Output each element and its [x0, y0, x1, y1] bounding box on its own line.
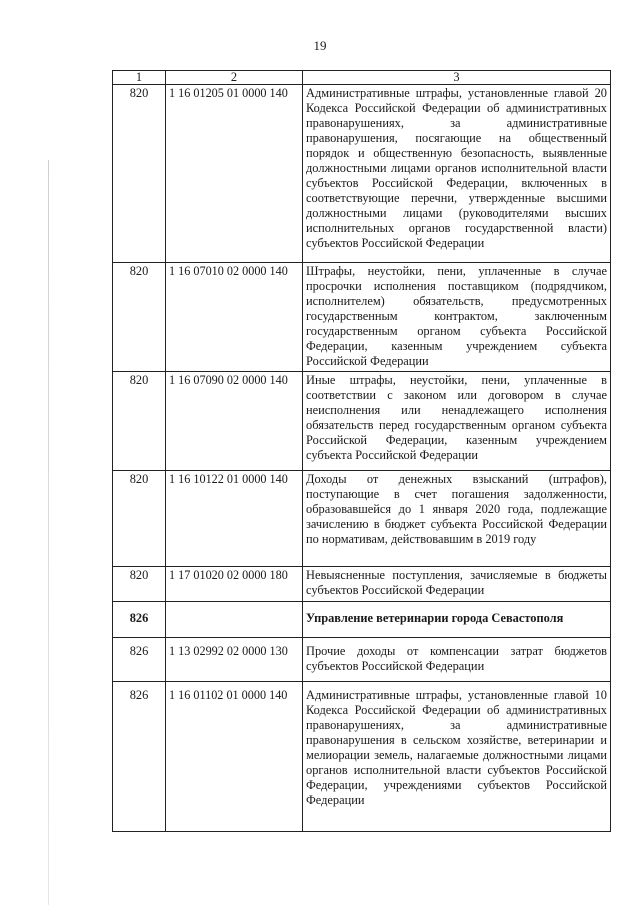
- column-header: 2: [166, 71, 303, 85]
- scan-edge-line: [48, 160, 49, 905]
- revenue-code-cell: 1 17 01020 02 0000 180: [166, 567, 303, 602]
- revenue-code-cell: [166, 602, 303, 638]
- table-row: [113, 682, 611, 832]
- description-cell: Административные штрафы, установленные главой 10 Кодекса Российской Федерации об административных правонарушениях, за административные правонарушения в сельском хозяйстве, ветеринарии и мелиорации земель, налагаемые должностными лицами органов исполнительной власти субъектов Российской Федерации, учреждениями субъектов Российской Федерации: [303, 682, 611, 832]
- description-cell: Доходы от денежных взысканий (штрафов), поступающие в счет погашения задолженности, образовавшейся до 1 января 2020 года, подлежащие зачислению в бюджет субъекта Российской Федерации по нормативам, действовавшим в 2019 году: [303, 471, 611, 567]
- admin-code-cell: 826: [113, 682, 166, 832]
- description-cell: Прочие доходы от компенсации затрат бюджетов субъектов Российской Федерации: [303, 638, 611, 682]
- column-header: 3: [303, 71, 611, 85]
- admin-code-cell: 820: [113, 372, 166, 471]
- description-cell: Штрафы, неустойки, пени, уплаченные в случае просрочки исполнения поставщиком (подрядчиком, исполнителем) обязательств, предусмотренных государственным контрактом, заключенным государственным органом субъекта Российской Федерации, казенным учреждением субъекта Российской Федерации: [303, 263, 611, 372]
- column-header: 1: [113, 71, 166, 85]
- admin-code-cell: 820: [113, 471, 166, 567]
- page-number: 19: [313, 38, 327, 53]
- revenue-code-cell: 1 16 07090 02 0000 140: [166, 372, 303, 471]
- admin-code-cell: 826: [113, 638, 166, 682]
- revenue-codes-table: [112, 70, 611, 832]
- section-title-cell: Управление ветеринарии города Севастополя: [303, 602, 611, 638]
- table-row: [113, 372, 611, 471]
- revenue-code-cell: 1 13 02992 02 0000 130: [166, 638, 303, 682]
- table-row: [113, 471, 611, 567]
- admin-code-cell: 820: [113, 263, 166, 372]
- table-row: [113, 263, 611, 372]
- table-header-row: [113, 71, 611, 85]
- table-row: [113, 567, 611, 602]
- revenue-code-cell: 1 16 07010 02 0000 140: [166, 263, 303, 372]
- revenue-code-cell: 1 16 10122 01 0000 140: [166, 471, 303, 567]
- admin-code-cell: 820: [113, 85, 166, 263]
- description-cell: Административные штрафы, установленные главой 20 Кодекса Российской Федерации об административных правонарушениях, за административные правонарушения, посягающие на общественный порядок и общественную безопасность, выявленные должностными лицами органов исполнительной власти субъектов Российской Федерации, включенных в соответствующие перечни, утвержденные высшими должностными лицами (руководителями высших исполнительных органов государственной власти) субъектов Российской Федерации: [303, 85, 611, 263]
- revenue-code-cell: 1 16 01205 01 0000 140: [166, 85, 303, 263]
- description-cell: Иные штрафы, неустойки, пени, уплаченные в соответствии с законом или договором в случае неисполнения или ненадлежащего исполнения обязательств перед государственным органом субъекта Российской Федерации, казенным учреждением субъекта Российской Федерации: [303, 372, 611, 471]
- revenue-code-cell: 1 16 01102 01 0000 140: [166, 682, 303, 832]
- section-header-row: [113, 602, 611, 638]
- table-row: [113, 85, 611, 263]
- admin-code-cell: 826: [113, 602, 166, 638]
- admin-code-cell: 820: [113, 567, 166, 602]
- description-cell: Невыясненные поступления, зачисляемые в бюджеты субъектов Российской Федерации: [303, 567, 611, 602]
- table-row: [113, 638, 611, 682]
